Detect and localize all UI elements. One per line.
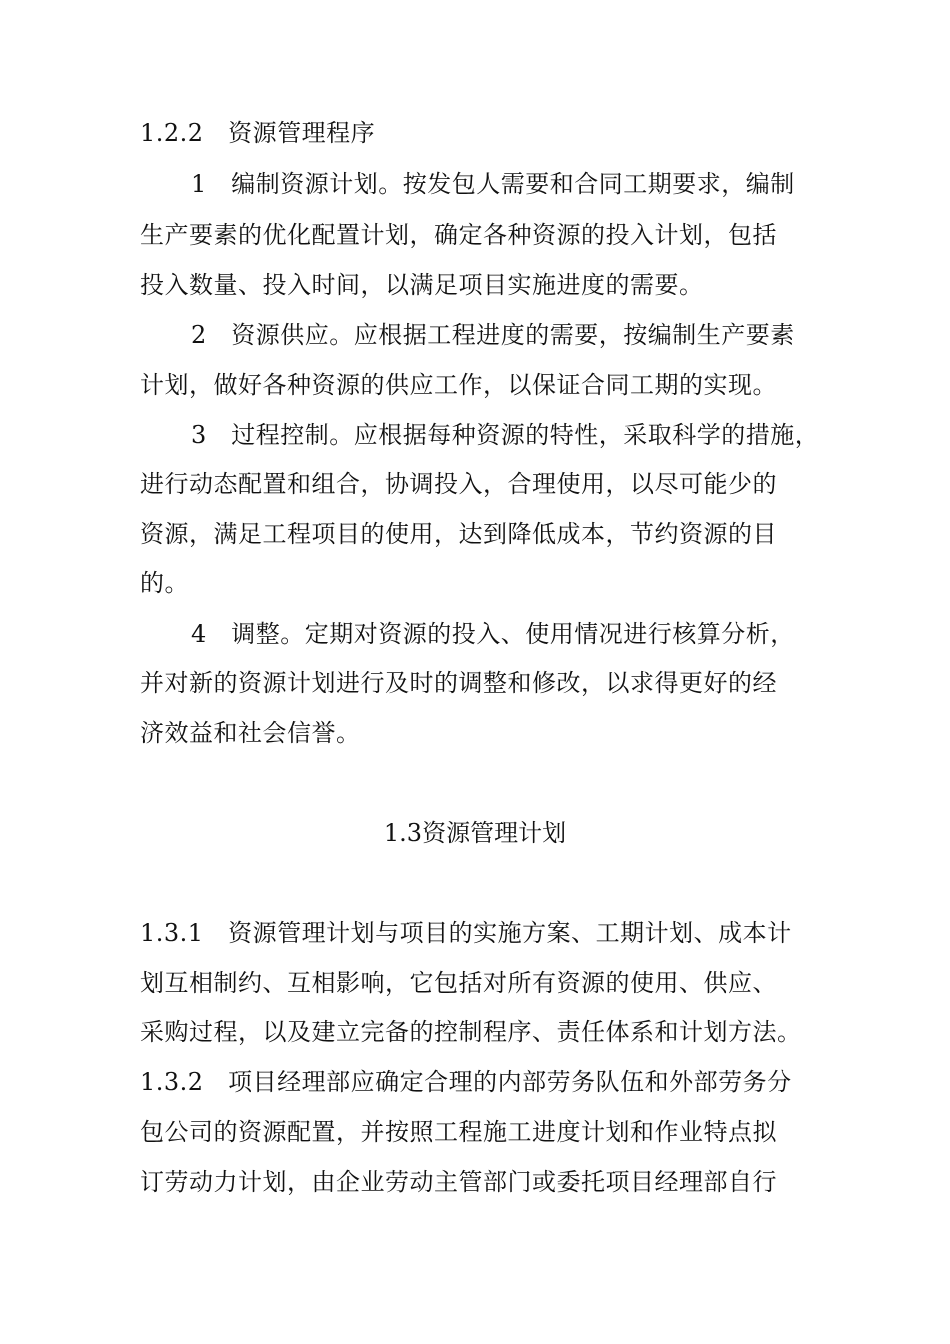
paragraph-item-4-line-2: 并对新的资源计划进行及时的调整和修改，以求得更好的经	[140, 669, 777, 697]
paragraph-item-3-line-4: 的。	[140, 569, 189, 597]
paragraph-1-3-2-line-1: 1.3.2 项目经理部应确定合理的内部劳务队伍和外部劳务分	[140, 1068, 792, 1096]
paragraph-1-3-1-line-1: 1.3.1 资源管理计划与项目的实施方案、工期计划、成本计	[140, 919, 792, 947]
paragraph-item-2-line-1: 2 资源供应。应根据工程进度的需要，按编制生产要素	[191, 321, 795, 349]
section-title-1-3: 1.3资源管理计划	[383, 819, 567, 847]
paragraph-item-1-line-1: 1 编制资源计划。按发包人需要和合同工期要求，编制	[191, 170, 795, 198]
paragraph-item-3-line-2: 进行动态配置和组合，协调投入，合理使用，以尽可能少的	[140, 470, 777, 498]
paragraph-item-3-line-3: 资源，满足工程项目的使用，达到降低成本，节约资源的目	[140, 520, 777, 548]
paragraph-item-2-line-2: 计划，做好各种资源的供应工作，以保证合同工期的实现。	[140, 371, 777, 399]
paragraph-item-1-line-3: 投入数量、投入时间，以满足项目实施进度的需要。	[140, 271, 704, 299]
section-heading-1-2-2: 1.2.2 资源管理程序	[140, 119, 376, 147]
paragraph-item-4-line-3: 济效益和社会信誉。	[140, 719, 361, 747]
paragraph-1-3-2-line-2: 包公司的资源配置，并按照工程施工进度计划和作业特点拟	[140, 1118, 777, 1146]
paragraph-item-3-line-1: 3 过程控制。应根据每种资源的特性，采取科学的措施，	[191, 421, 820, 449]
paragraph-item-4-line-1: 4 调整。定期对资源的投入、使用情况进行核算分析，	[191, 620, 795, 648]
paragraph-1-3-1-line-3: 采购过程，以及建立完备的控制程序、责任体系和计划方法。	[140, 1018, 802, 1046]
paragraph-item-1-line-2: 生产要素的优化配置计划，确定各种资源的投入计划，包括	[140, 221, 777, 249]
paragraph-1-3-1-line-2: 划互相制约、互相影响，它包括对所有资源的使用、供应、	[140, 969, 777, 997]
paragraph-1-3-2-line-3: 订劳动力计划，由企业劳动主管部门或委托项目经理部自行	[140, 1168, 777, 1196]
